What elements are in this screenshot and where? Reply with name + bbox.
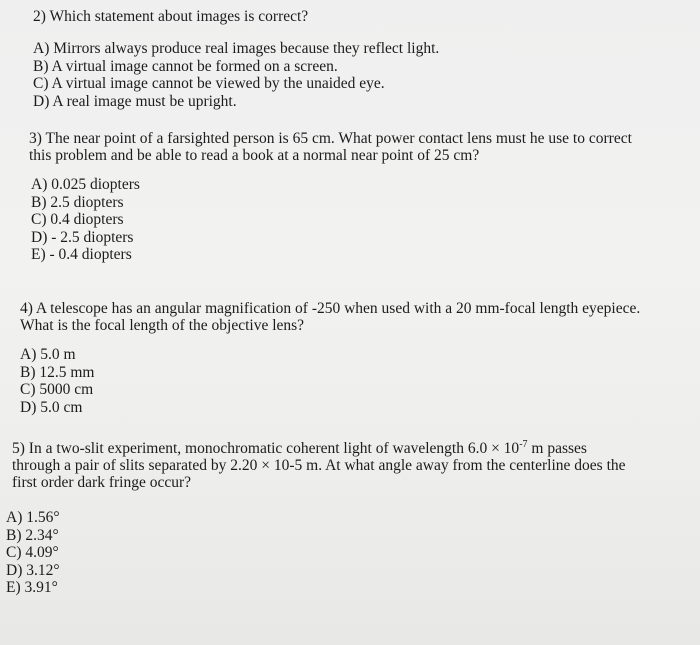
question-3-option-c[interactable]: C) 0.4 diopters xyxy=(31,211,124,228)
question-5-stem-pre: 5) In a two-slit experiment, monochromatic coherent light of wavelength 6.0 × 10 xyxy=(12,440,520,457)
question-3-option-b[interactable]: B) 2.5 diopters xyxy=(31,193,124,211)
question-2-option-d[interactable]: D) A real image must be upright. xyxy=(33,92,237,110)
question-4-options xyxy=(20,346,640,416)
question-3-option-d[interactable]: D) - 2.5 diopters xyxy=(31,228,134,246)
question-4-stem-line-2: What is the focal length of the objective lens? xyxy=(20,317,305,334)
question-2-option-a[interactable]: A) Mirrors always produce real images because they reflect light. xyxy=(33,40,440,57)
question-2-options xyxy=(33,40,439,110)
question-2 xyxy=(33,8,439,110)
question-3-stem-line-1: 3) The near point of a farsighted person is 65 cm. What power contact lens must he use to correct xyxy=(29,130,632,147)
question-2-option-c[interactable]: C) A virtual image cannot be viewed by the unaided eye. xyxy=(33,75,385,92)
question-2-stem: 2) Which statement about images is correct? xyxy=(33,8,309,25)
question-5-option-e[interactable]: E) 3.91° xyxy=(6,579,58,596)
question-2-option-b[interactable]: B) A virtual image cannot be formed on a screen. xyxy=(33,57,338,75)
question-3-stem-line-2: this problem and be able to read a book at a normal near point of 25 cm? xyxy=(29,147,480,164)
question-3-option-e[interactable]: E) - 0.4 diopters xyxy=(31,246,132,263)
question-5-option-d[interactable]: D) 3.12° xyxy=(6,561,60,579)
question-4 xyxy=(20,300,640,416)
question-5-option-c[interactable]: C) 4.09° xyxy=(6,544,59,561)
question-5-options xyxy=(6,509,692,597)
question-3-options xyxy=(31,176,632,264)
question-3-option-a[interactable]: A) 0.025 diopters xyxy=(31,176,140,193)
question-5-stem-line-2: through a pair of slits separated by 2.20 × 10-5 m. At what angle away from the centerline does the xyxy=(12,457,626,474)
question-5-exponent: -7 xyxy=(519,438,528,450)
question-3 xyxy=(29,130,632,264)
question-4-option-b[interactable]: B) 12.5 mm xyxy=(20,363,95,381)
question-5 xyxy=(6,438,692,597)
question-4-option-a[interactable]: A) 5.0 m xyxy=(20,346,76,363)
question-4-stem-line-1: 4) A telescope has an angular magnification of -250 when used with a 20 mm-focal length eyepiece. xyxy=(20,300,641,317)
question-5-option-b[interactable]: B) 2.34° xyxy=(6,526,59,544)
question-5-stem-line-1 xyxy=(12,440,692,457)
question-5-stem-line-3: first order dark fringe occur? xyxy=(12,474,192,491)
question-5-stem-mid: m passes xyxy=(527,440,587,457)
question-5-option-a[interactable]: A) 1.56° xyxy=(6,509,60,526)
question-4-option-c[interactable]: C) 5000 cm xyxy=(20,381,94,398)
question-4-option-d[interactable]: D) 5.0 cm xyxy=(20,398,83,416)
